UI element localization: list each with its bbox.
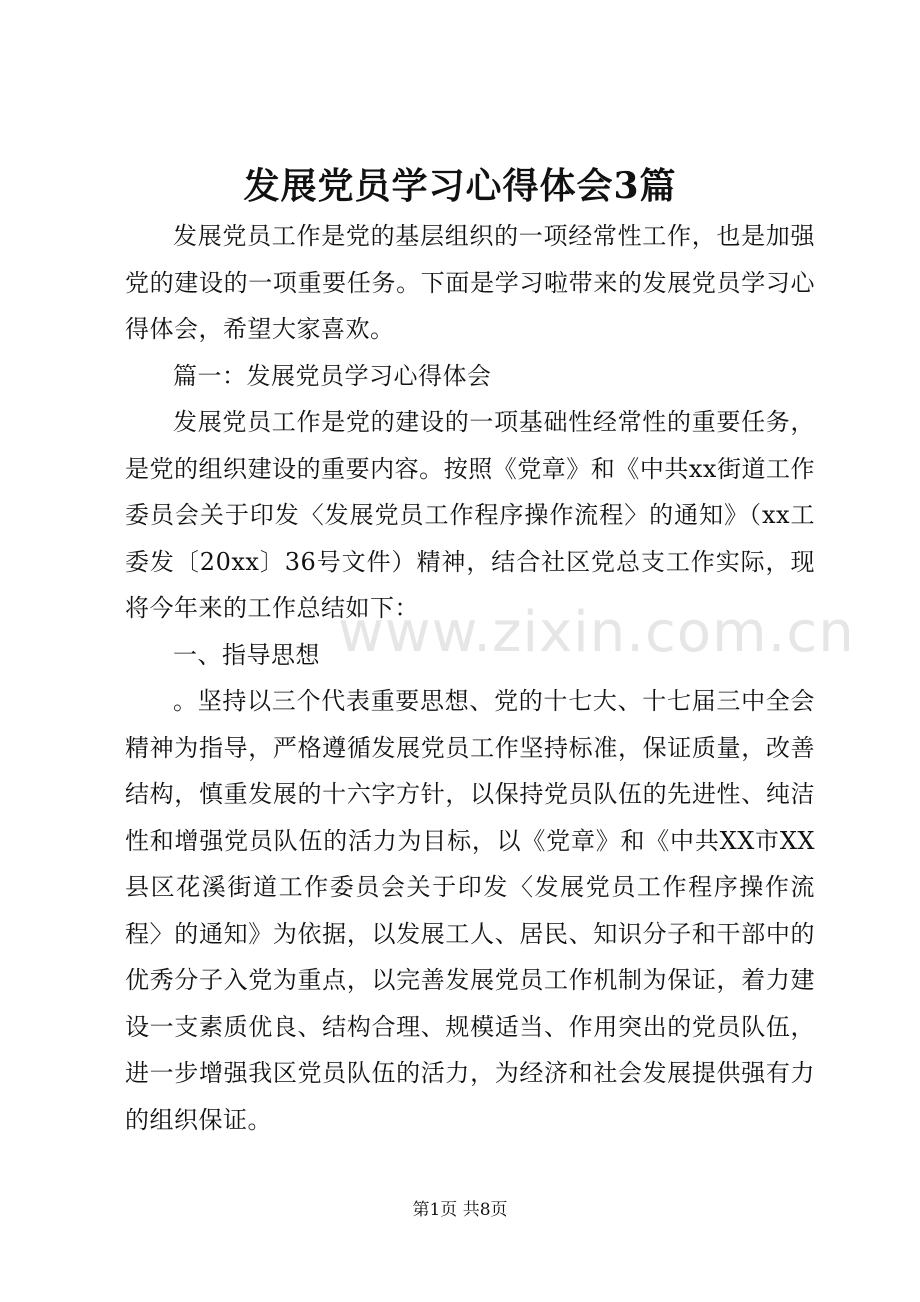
- watermark: www.zixin.com.cn: [338, 600, 855, 665]
- intro-paragraph: 发展党员工作是党的基层组织的一项经常性工作，也是加强党的建设的一项重要任务。下面是学习啦带来的发展党员学习心得体会，希望大家喜欢。: [125, 222, 815, 343]
- section-heading-guiding-thought: 一、指导思想: [173, 640, 320, 669]
- body-paragraph: 。坚持以三个代表重要思想、党的十七大、十七届三中全会精神为指导，严格遵循发展党员工作坚持标准，保证质量，改善结构，慎重发展的十六字方针，以保持党员队伍的先进性、纯洁性和增强党员队伍的活力为目标，以《党章》和《中共XX市XX县区花溪街道工作委员会关于印发〈发展党员工作程序操作流程〉的通知》为依据，以发展工人、居民、知识分子和干部中的优秀分子入党为重点，以完善发展党员工作机制为保证，着力建设一支素质优良、结构合理、规模适当、作用突出的党员队伍，进一步增强我区党员队伍的活力，为经济和社会发展提供强有力的组织保证。: [125, 687, 815, 1134]
- page-footer: 第1页 共8页: [412, 1200, 508, 1220]
- document-body: [125, 213, 815, 1143]
- document-title: 发展党员学习心得体会3篇: [243, 165, 677, 207]
- section-heading-part-one: 篇一：发展党员学习心得体会: [173, 361, 492, 390]
- body-paragraph: 发展党员工作是党的建设的一项基础性经常性的重要任务，是党的组织建设的重要内容。按照《党章》和《中共xx街道工作委员会关于印发〈发展党员工作程序操作流程〉的通知》（xx工委发〔20xx〕36号文件）精神，结合社区党总支工作实际，现将今年来的工作总结如下：: [125, 408, 815, 622]
